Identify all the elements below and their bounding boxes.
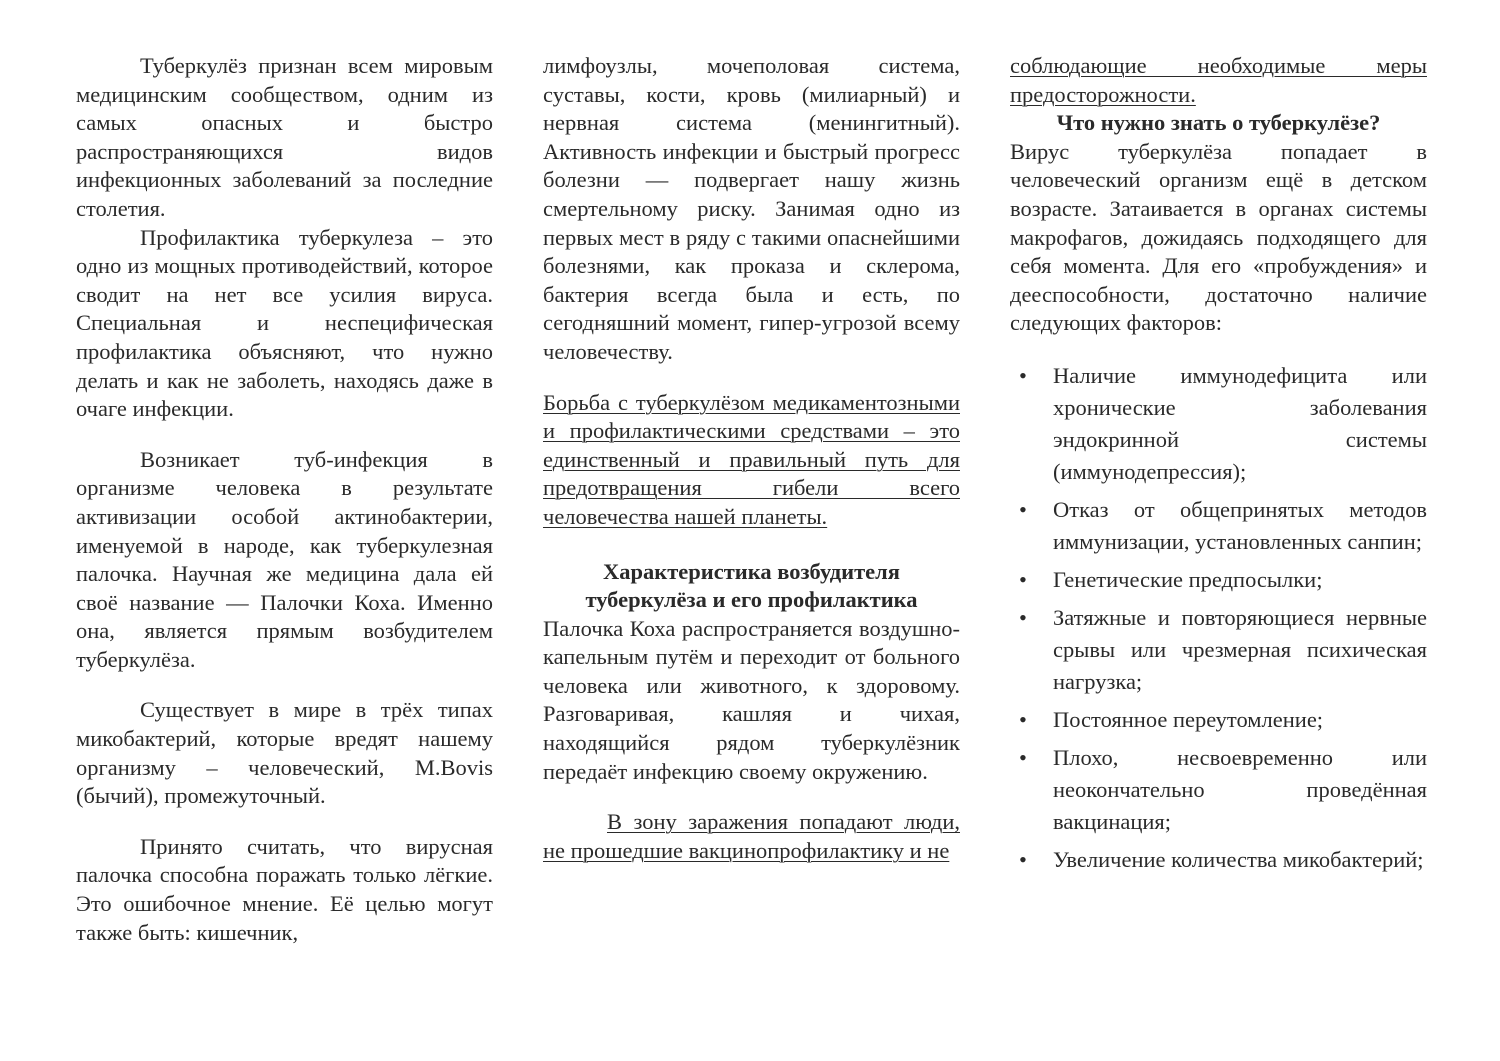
factor-list bbox=[1010, 360, 1427, 876]
underlined-paragraph: В зону заражения попадают люди, не прошедшие вакцинопрофилактику и не bbox=[543, 809, 960, 863]
underlined-paragraph: Борьба с туберкулёзом медикаментозными и профилактическими средствами – это единственный и правильный путь для предотвращения гибели всего человечества нашей планеты. bbox=[543, 389, 960, 529]
section-heading-line: туберкулёза и его профилактика bbox=[585, 587, 918, 613]
column-middle bbox=[543, 52, 960, 865]
paragraph: лимфоузлы, мочеполовая система, суставы, кости, кровь (милиарный) и нервная система (менингитный). Активность инфекции и быстрый прогресс болезни — подвергает нашу жизнь смертельному риску. Занимая одно из первых мест в ряду с такими опаснейшими болезнями, как проказа и склерома, бактерия всегда была и есть, по сегодняшний момент, гипер-угрозой всему человечеству. bbox=[543, 53, 960, 364]
list-item: • Отказ от общепринятых методов иммунизации, установленных санпин; bbox=[1010, 494, 1427, 558]
list-item: • Увеличение количества микобактерий; bbox=[1010, 844, 1427, 876]
paragraph: Вирус туберкулёза попадает в человеческий организм ещё в детском возрасте. Затаивается в органах системы макрофагов, дожидаясь подходящего для себя момента. Для его «пробуждения» и дееспособности, достаточно наличие следующих факторов: bbox=[1010, 138, 1427, 336]
paragraph: Палочка Коха распространяется воздушно-капельным путём и переходит от больного человека или животного, к здоровому. Разговаривая, кашляя и чихая, находящийся рядом туберкулёзник передаёт инфекцию своему окружению. bbox=[543, 615, 960, 784]
section-heading: Что нужно знать о туберкулёзе? bbox=[1056, 110, 1381, 136]
list-item: • Генетические предпосылки; bbox=[1010, 564, 1427, 596]
list-item: • Затяжные и повторяющиеся нервные срывы или чрезмерная психическая нагрузка; bbox=[1010, 602, 1427, 698]
section-heading-line: Характеристика возбудителя bbox=[603, 558, 900, 584]
paragraph: Профилактика туберкулеза – это одно из мощных противодействий, которое сводит на нет все усилия вируса. Специальная и неспецифическая профилактика объясняют, что нужно делать и как не заболеть, находясь даже в очаге инфекции. bbox=[76, 224, 493, 422]
list-item: • Наличие иммунодефицита или хронические заболевания эндокринной системы (иммунодепрессия); bbox=[1010, 360, 1427, 488]
section-heading bbox=[543, 558, 960, 615]
paragraph: Принято считать, что вирусная палочка способна поражать только лёгкие. Это ошибочное мнение. Её целью могут также быть: кишечник, bbox=[76, 833, 493, 945]
list-item: • Плохо, несвоевременно или неокончательно проведённая вакцинация; bbox=[1010, 742, 1427, 838]
column-right bbox=[1010, 52, 1427, 882]
paragraph: Существует в мире в трёх типах микобактерий, которые вредят нашему организму – человеческий, M.Bovis (бычий), промежуточный. bbox=[76, 697, 493, 809]
underlined-paragraph: соблюдающие необходимые меры предосторожности. bbox=[1010, 53, 1427, 107]
list-item: • Постоянное переутомление; bbox=[1010, 704, 1427, 736]
column-left bbox=[76, 52, 493, 947]
paragraph: Возникает туб-инфекция в организме человека в результате активизации особой актинобактерии, именуемой в народе, как туберкулезная палочка. Научная же медицина дала ей своё название — Палочки Коха. Именно она, является прямым возбудителем туберкулёза. bbox=[76, 446, 493, 672]
paragraph: Туберкулёз признан всем мировым медицинским сообществом, одним из самых опасных и быстро распространяющихся видов инфекционных заболеваний за последние столетия. bbox=[76, 53, 493, 221]
